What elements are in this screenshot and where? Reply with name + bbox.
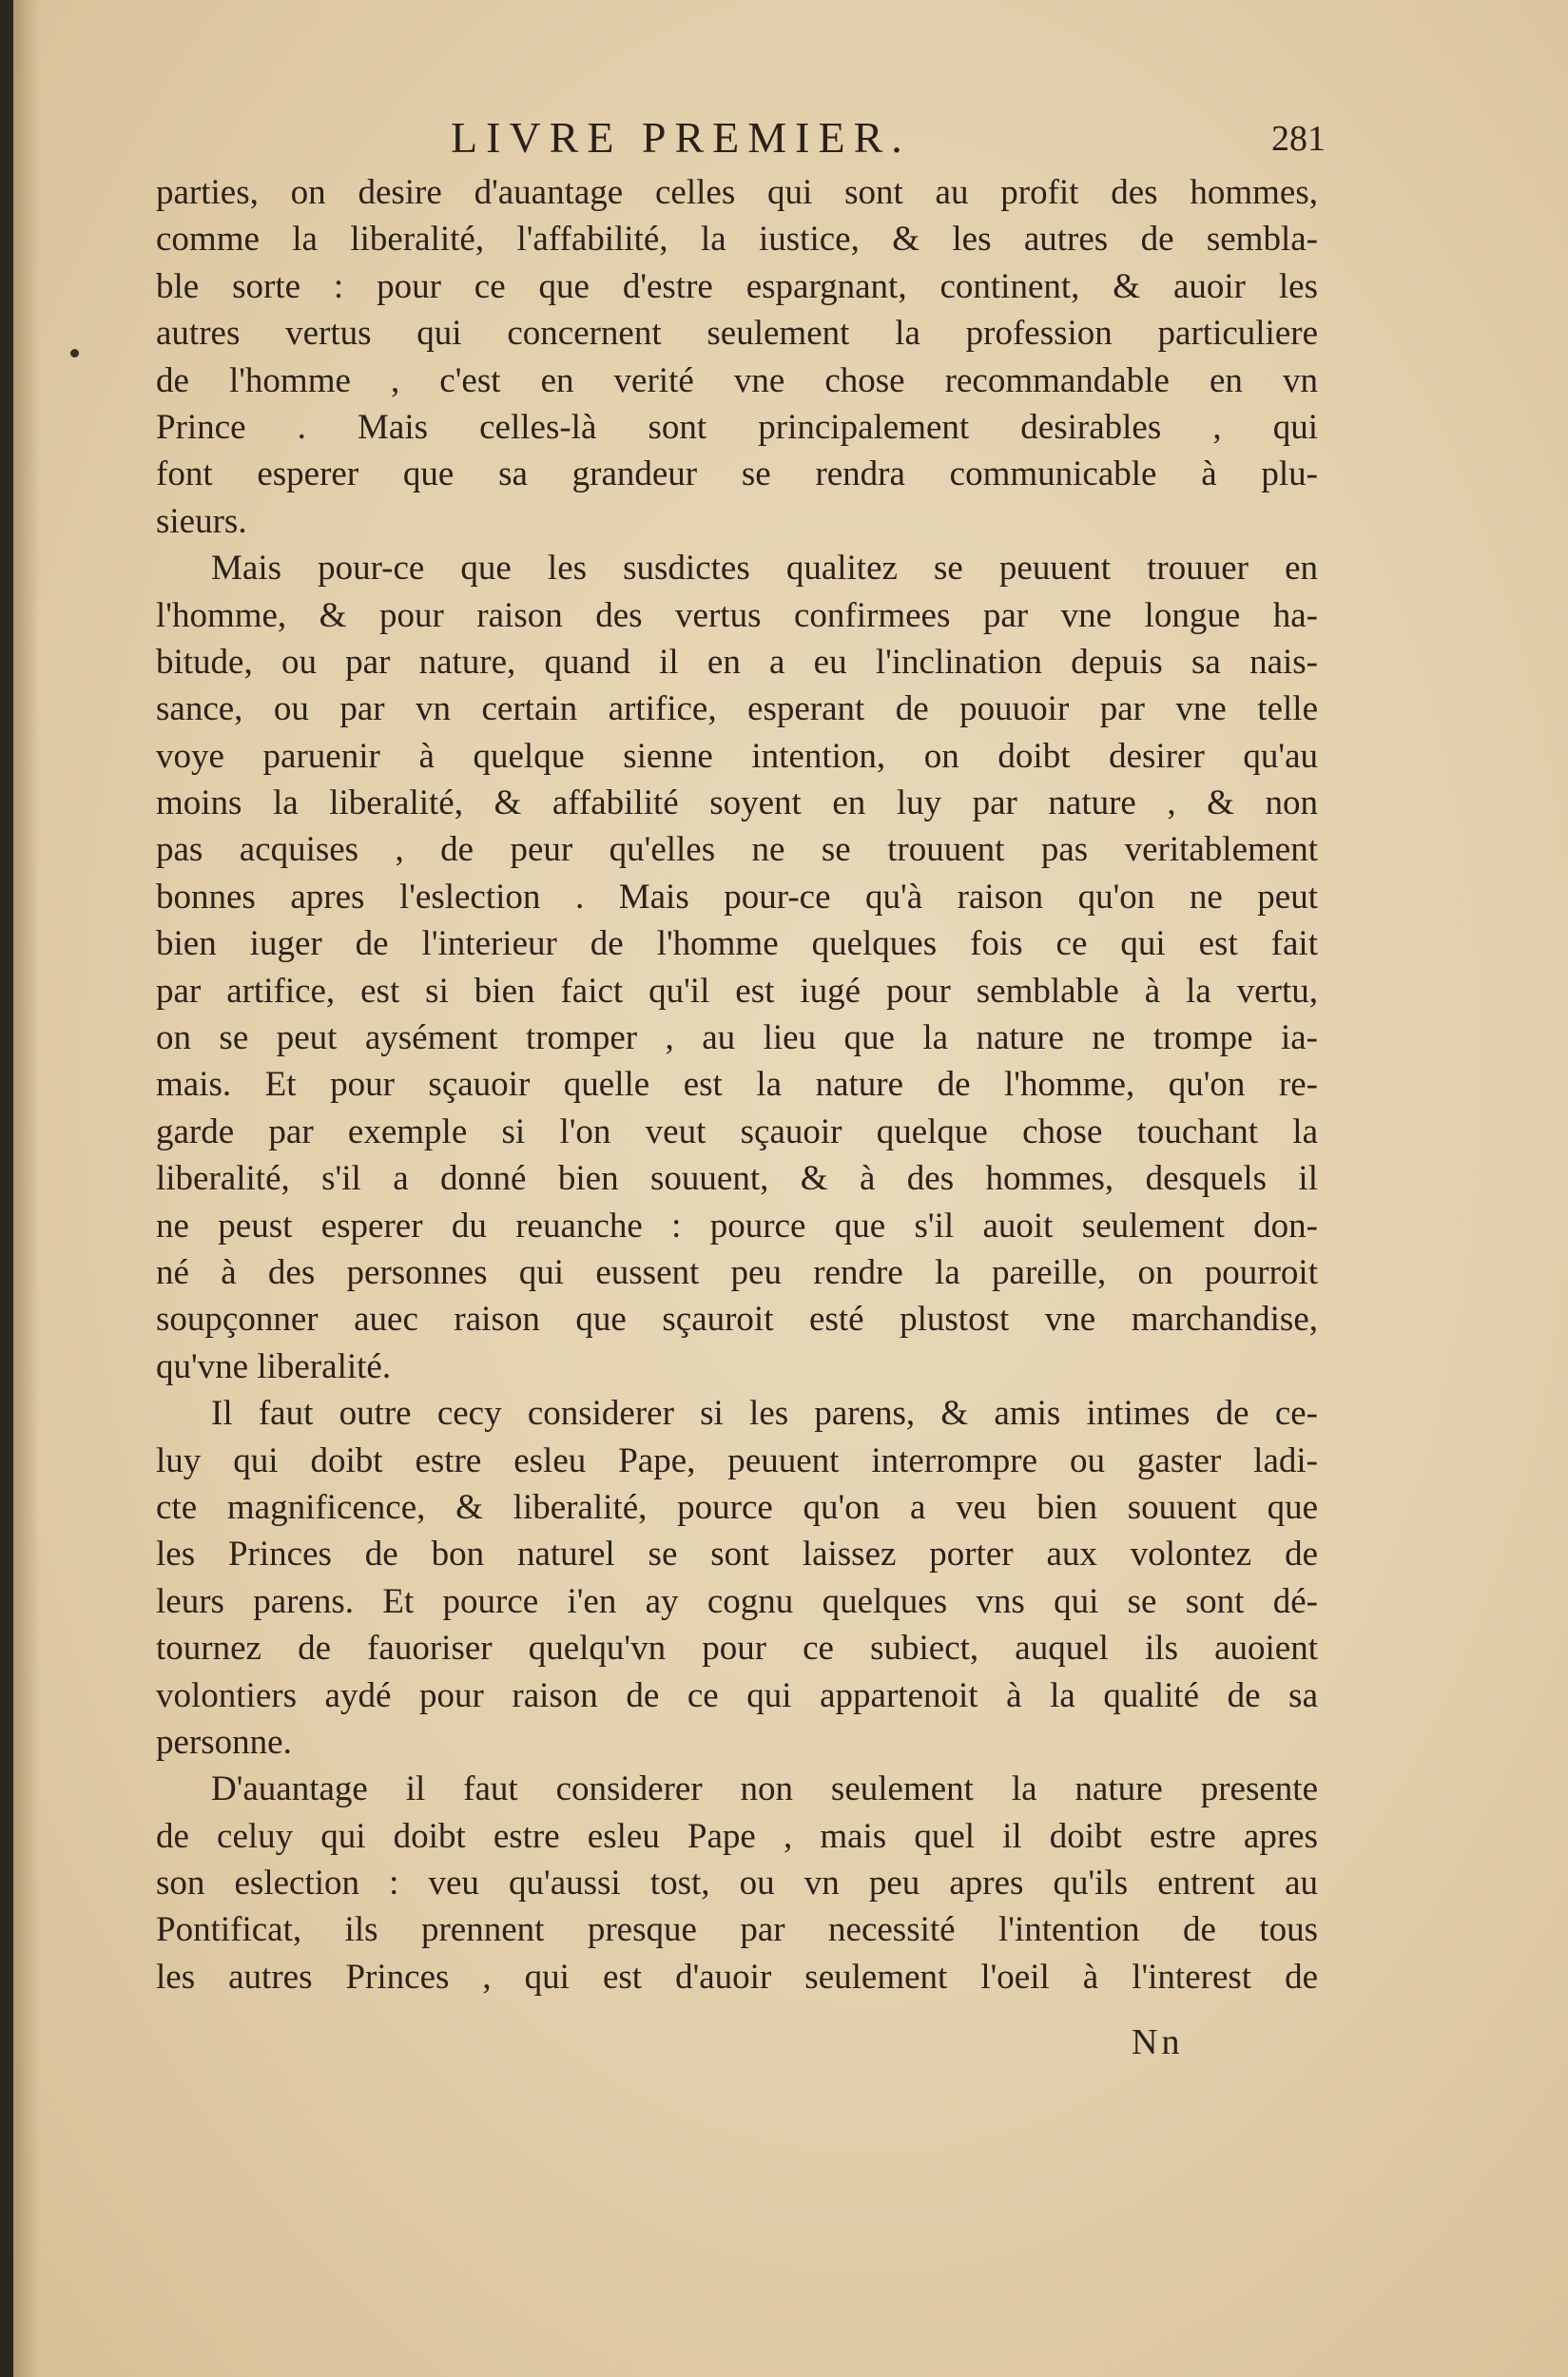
text-line: de l'homme , c'est en verité vne chose recommandable en vn [156, 360, 1318, 400]
text-line: cte magnificence, & liberalité, pource qu'on a veu bien souuent que [156, 1487, 1318, 1527]
text-line: l'homme, & pour raison des vertus confirmees par vne longue ha- [156, 595, 1318, 635]
text-line: qu'vne liberalité. [156, 1346, 392, 1386]
text-line: par artifice, est si bien faict qu'il est iugé pour semblable à la vertu, [156, 971, 1318, 1011]
text-line: voye paruenir à quelque sienne intention, on doibt desirer qu'au [156, 736, 1318, 776]
text-line: les autres Princes , qui est d'auoir seulement l'oeil à l'interest de [156, 1957, 1318, 1997]
text-line: comme la liberalité, l'affabilité, la iustice, & les autres de sembla- [156, 220, 1318, 260]
text-line: tournez de fauoriser quelqu'vn pour ce subiect, auquel ils auoient [156, 1629, 1318, 1669]
text-line: bien iuger de l'interieur de l'homme quelques fois ce qui est fait [156, 924, 1318, 964]
text-line: sance, ou par vn certain artifice, esperant de pouuoir par vne telle [156, 689, 1318, 729]
text-line: bitude, ou par nature, quand il en a eu l'inclination depuis sa nais- [156, 642, 1318, 682]
page-header [137, 112, 1326, 169]
text-line: luy qui doibt estre esleu Pape, peuuent interrompre ou gaster ladi- [156, 1440, 1318, 1480]
text-line: Pontificat, ils prennent presque par necessité l'intention de tous [156, 1910, 1318, 1950]
text-line: les Princes de bon naturel se sont laissez porter aux volontez de [156, 1535, 1318, 1575]
text-line: ble sorte : pour ce que d'estre espargnant, continent, & auoir les [156, 266, 1318, 306]
text-line: de celuy qui doibt estre esleu Pape , mais quel il doibt estre apres [156, 1816, 1318, 1856]
text-line: liberalité, s'il a donné bien souuent, & à des hommes, desquels il [156, 1159, 1318, 1199]
margin-mark [70, 349, 79, 358]
text-line: moins la liberalité, & affabilité soyent en luy par nature , & non [156, 783, 1318, 823]
signature-mark: Nn [1132, 2022, 1184, 2062]
text-line: sieurs. [156, 501, 247, 541]
text-line: pas acquises , de peur qu'elles ne se trouuent pas veritablement [156, 830, 1318, 870]
text-line: font esperer que sa grandeur se rendra communicable à plu- [156, 454, 1318, 494]
text-line: mais. Et pour sçauoir quelle est la nature de l'homme, qu'on re- [156, 1065, 1318, 1105]
text-line: leurs parens. Et pource i'en ay cognu quelques vns qui se sont dé- [156, 1581, 1318, 1621]
book-page [13, 0, 1568, 2377]
text-line: son eslection : veu qu'aussi tost, ou vn peu apres qu'ils entrent au [156, 1864, 1318, 1904]
body-text [156, 169, 1318, 2000]
text-line: Prince . Mais celles-là sont principalement desirables , qui [156, 407, 1318, 447]
text-line: Mais pour-ce que les susdictes qualitez se peuuent trouuer en [211, 549, 1318, 589]
text-line: D'auantage il faut considerer non seulement la nature presente [211, 1769, 1318, 1809]
text-line: né à des personnes qui eussent peu rendre la pareille, on pourroit [156, 1252, 1318, 1292]
text-line: soupçonner auec raison que sçauroit esté plustost vne marchandise, [156, 1300, 1318, 1340]
page-number: 281 [1271, 119, 1326, 159]
text-line: garde par exemple si l'on veut sçauoir quelque chose touchant la [156, 1111, 1318, 1151]
text-line: on se peut aysément tromper , au lieu que la nature ne trompe ia- [156, 1018, 1318, 1058]
text-line: volontiers aydé pour raison de ce qui appartenoit à la qualité de sa [156, 1675, 1318, 1715]
text-line: personne. [156, 1722, 292, 1762]
text-line: Il faut outre cecy considerer si les parens, & amis intimes de ce- [211, 1394, 1318, 1434]
text-line: ne peust esperer du reuanche : pource que s'il auoit seulement don- [156, 1206, 1318, 1246]
text-line: parties, on desire d'auantage celles qui sont au profit des hommes, [156, 173, 1318, 212]
text-line: bonnes apres l'eslection . Mais pour-ce qu'à raison qu'on ne peut [156, 877, 1318, 917]
text-line: autres vertus qui concernent seulement la profession particuliere [156, 314, 1318, 354]
running-title: LIVRE PREMIER. [451, 113, 911, 162]
